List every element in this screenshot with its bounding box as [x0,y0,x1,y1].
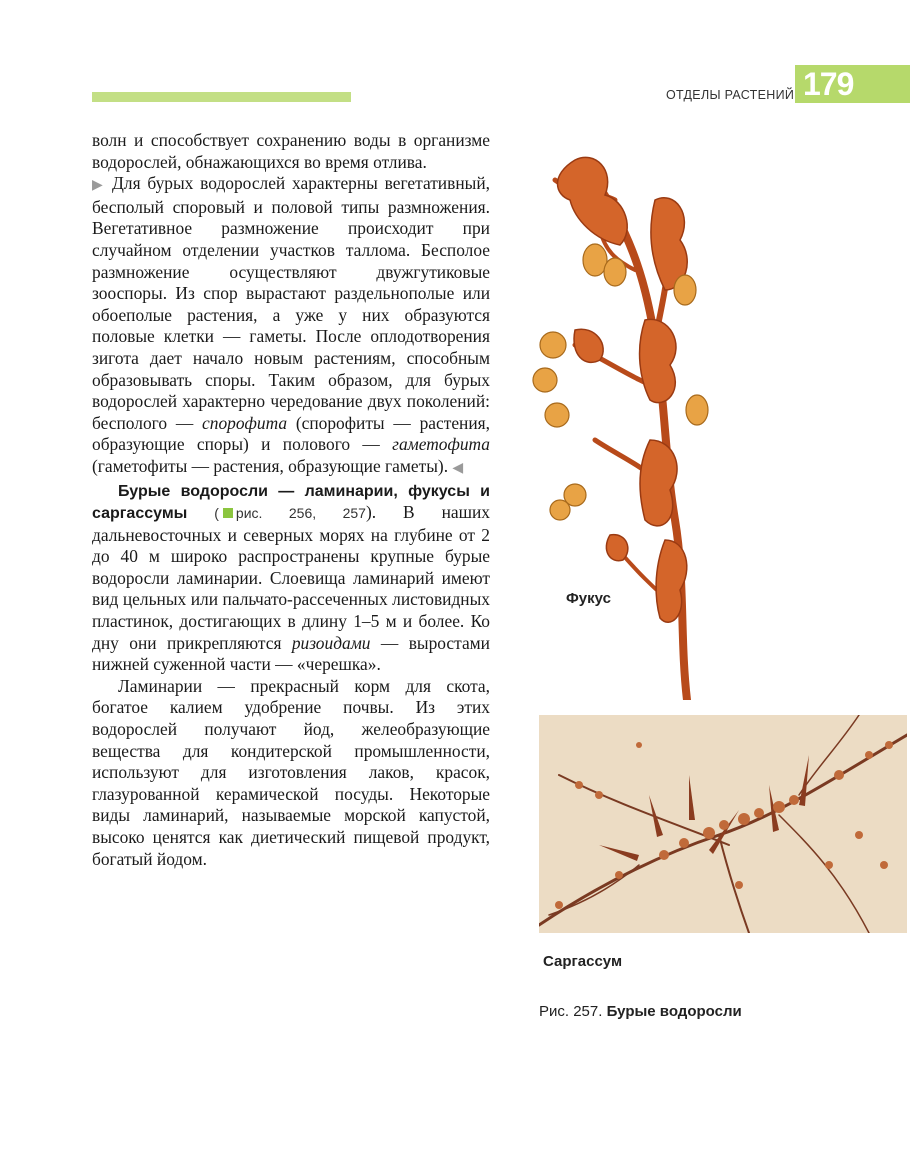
figure-caption [539,1003,742,1020]
triangle-start-icon: ▶ [92,178,106,194]
header-bar [92,92,351,102]
sargassum-photo [539,715,907,933]
figure-reference[interactable]: ( рис. 256, 257 [214,505,366,522]
page-number: 179 [795,65,910,103]
triangle-end-icon: ◀ [452,460,464,476]
green-square-icon [223,508,233,518]
paragraph-1: волн и способствует сохранению воды в организме водорослей, обнажающихся во время отлива. [92,130,490,172]
paragraph-4: Ламинарии — прекрасный корм для скота, богатое калием удобрение почвы. Из этих водорослей получают йод, желеобразующие вещества для кондитерской промышленности, используют для изготовления лаков, красок, глазурованной керамической посуды. Некоторые виды ламинарий, называемые морской капустой, высоко ценятся как диетический пищевой продукт, богатый йодом. [92,675,490,869]
paragraph-3: Бурые водоросли — ламинарии, фукусы и саргассумы ( рис. 256, 257). В наших дальневосточных и северных морях на глубине от 2 до 40 м широко распространены крупные бурые водоросли ламинарии. Слоевища ламинарий имеют вид цельных или пальчато-рассеченных листовидных пластинок, достигающих в длину 1–5 м и более. Ко дну они прикрепляются ризоидами — выростами нижней суженной части — «черешка». [92,482,490,675]
section-heading: Бурые водоросли — ламинарии, фукусы и саргассумы [92,482,490,523]
sargassum-label: Саргассум [543,953,623,970]
paragraph-2: ▶ Для бурых водорослей характерны вегетативный, бесполый споровый и половой типы размножения. Вегетативное размножение происходит при случайном отделении участков таллома. Бесполое размножение осуществляют двужгутиковые зооспоры. Из спор вырастают раздельнополые или обоеполые растения, а уже у них образуются половые клетки — гаметы. После оплодотворения зигота дает начало новым растениям, способным образовывать споры. Таким образом, для бурых водорослей характерно чередование двух поколений: бесполого — спорофита (спорофиты — растения, образующие споры) и полового — гаметофита (гаметофиты — растения, образующие гаметы). ◀ [92,173,491,476]
caption-title: Бурые водоросли [606,1003,742,1020]
fucus-label: Фукус [566,590,611,607]
body-text [92,130,490,870]
caption-prefix: Рис. 257. [539,1003,603,1020]
term-rhizoids: ризоидами [291,632,371,653]
term-sporophyte: спорофита [202,412,288,433]
fucus-illustration [515,140,715,700]
term-gametophyte: гаметофита [392,434,490,455]
section-title: ОТДЕЛЫ РАСТЕНИЙ [666,88,795,102]
